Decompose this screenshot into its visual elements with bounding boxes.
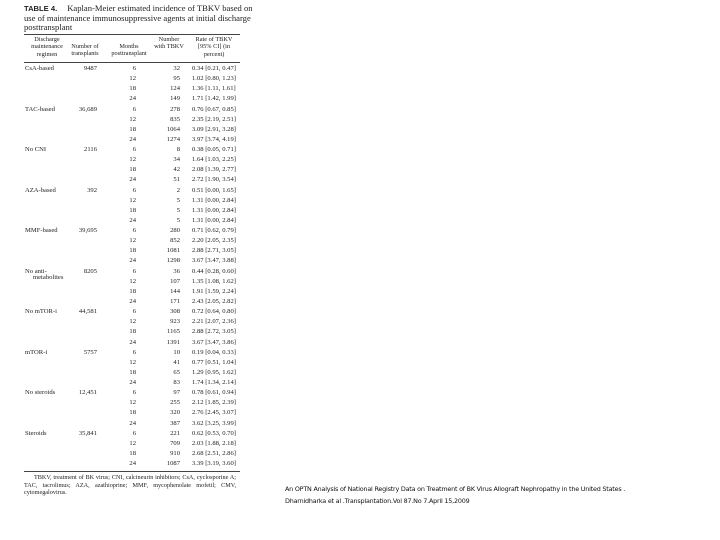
number-cell: 95	[173, 75, 180, 83]
table-row	[24, 84, 240, 94]
rate-cell: 3.09 [2.91, 3.28]	[192, 125, 236, 133]
header-months: Months posttransplant	[111, 43, 147, 58]
rate-cell: 1.35 [1.08, 1.62]	[192, 277, 236, 285]
table-row	[24, 419, 240, 429]
number-cell: 36	[173, 267, 180, 275]
header-regimen: Discharge maintenance regimen	[31, 36, 63, 58]
months-cell: 24	[129, 95, 136, 103]
number-cell: 8	[176, 146, 180, 154]
transplants-cell: 44,581	[78, 308, 97, 316]
regimen-cell: TAC-based	[25, 105, 55, 113]
months-cell: 18	[129, 328, 136, 336]
table-row	[24, 459, 240, 469]
months-cell: 12	[129, 318, 136, 326]
table-label: TABLE 4.	[24, 4, 58, 13]
table-row	[24, 226, 240, 236]
bottom-rule	[24, 471, 240, 472]
rate-cell: 2.68 [2.51, 2.86]	[192, 449, 236, 457]
months-cell: 6	[132, 429, 136, 437]
number-cell: 10	[173, 348, 180, 356]
table-row	[24, 64, 240, 74]
transplants-cell: 2116	[84, 146, 97, 154]
months-cell: 12	[129, 439, 136, 447]
number-cell: 1087	[166, 460, 180, 468]
rate-cell: 3.62 [3.25, 3.99]	[192, 419, 236, 427]
table-row	[24, 165, 240, 175]
table-row	[24, 115, 240, 125]
months-cell: 6	[132, 146, 136, 154]
months-cell: 6	[132, 389, 136, 397]
table-row	[24, 378, 240, 388]
table-row	[24, 327, 240, 337]
months-cell: 24	[129, 379, 136, 387]
months-cell: 6	[132, 308, 136, 316]
rate-cell: 1.31 [0.00, 2.84]	[192, 216, 236, 224]
months-cell: 24	[129, 135, 136, 143]
transplants-cell: 392	[87, 186, 97, 194]
header-transplants: Number of transplants	[71, 43, 99, 58]
months-cell: 6	[132, 186, 136, 194]
rate-cell: 3.67 [3.47, 3.88]	[192, 257, 236, 265]
number-cell: 835	[170, 115, 180, 123]
months-cell: 12	[129, 237, 136, 245]
table-row	[24, 256, 240, 266]
rate-cell: 1.74 [1.34, 2.14]	[192, 379, 236, 387]
transplants-cell: 35,841	[78, 429, 97, 437]
number-cell: 34	[173, 156, 180, 164]
regimen-cell: No anti-	[25, 267, 47, 275]
months-cell: 12	[129, 277, 136, 285]
transplants-cell: 8205	[83, 267, 97, 275]
regimen-cell: mTOR-i	[25, 348, 48, 356]
number-cell: 1274	[166, 135, 180, 143]
table-row	[24, 297, 240, 307]
rate-cell: 1.31 [0.00, 2.84]	[192, 196, 236, 204]
rate-cell: 0.62 [0.53, 0.70]	[192, 429, 236, 437]
rate-cell: 0.77 [0.51, 1.04]	[192, 358, 236, 366]
number-cell: 1391	[166, 338, 180, 346]
rate-cell: 2.21 [2.07, 2.36]	[192, 318, 236, 326]
table-row	[24, 135, 240, 145]
months-cell: 18	[129, 125, 136, 133]
citation-line-1: An OPTN Analysis of National Registry Data on Treatment of BK Virus Allograft Nephropathy in the United States .	[285, 485, 626, 493]
header-rate: Rate of TBKV [95% CI] (in percent)	[195, 36, 233, 58]
table-row	[24, 155, 240, 165]
rate-cell: 0.72 [0.64, 0.80]	[192, 308, 236, 316]
number-cell: 221	[170, 429, 180, 437]
months-cell: 24	[129, 257, 136, 265]
rate-cell: 2.88 [2.71, 3.05]	[192, 247, 236, 255]
number-cell: 910	[170, 449, 180, 457]
table-row	[24, 287, 240, 297]
number-cell: 97	[173, 389, 180, 397]
regimen-cell-cont: metabolites	[33, 273, 64, 281]
regimen-cell: MMF-based	[25, 227, 58, 235]
rate-cell: 0.76 [0.67, 0.85]	[192, 105, 236, 113]
months-cell: 18	[129, 85, 136, 93]
rate-cell: 1.31 [0.00, 2.84]	[192, 206, 236, 214]
transplants-cell: 5757	[83, 348, 97, 356]
number-cell: 149	[170, 95, 180, 103]
months-cell: 12	[129, 358, 136, 366]
number-cell: 5	[176, 196, 180, 204]
months-cell: 6	[132, 65, 136, 72]
rate-cell: 3.39 [3.19, 3.60]	[192, 460, 236, 468]
table-row	[24, 246, 240, 256]
citation-line-2: Dharnidharka et al .Transplantation.Vol 87.No 7.April 15,2009	[285, 497, 470, 505]
months-cell: 18	[129, 287, 136, 295]
rate-cell: 1.64 [1.03, 2.25]	[192, 156, 236, 164]
table-title	[24, 4, 264, 33]
months-cell: 6	[132, 267, 136, 275]
table-row	[24, 429, 240, 439]
transplants-cell: 36,689	[78, 105, 97, 113]
regimen-cell: No steroids	[25, 389, 56, 397]
months-cell: 12	[129, 196, 136, 204]
table-row	[24, 307, 240, 317]
months-cell: 18	[129, 449, 136, 457]
months-cell: 24	[129, 216, 136, 224]
number-cell: 41	[173, 358, 180, 366]
table-row	[24, 145, 240, 155]
months-cell: 12	[129, 399, 136, 407]
number-cell: 1298	[166, 257, 180, 265]
months-cell: 18	[129, 247, 136, 255]
rate-cell: 0.44 [0.28, 0.60]	[192, 267, 236, 275]
number-cell: 255	[170, 399, 180, 407]
months-cell: 24	[129, 419, 136, 427]
months-cell: 18	[129, 206, 136, 214]
transplants-cell: 39,695	[78, 227, 97, 235]
months-cell: 12	[129, 156, 136, 164]
number-cell: 1064	[166, 125, 180, 133]
number-cell: 923	[170, 318, 180, 326]
rate-cell: 2.35 [2.19, 2.51]	[192, 115, 236, 123]
table-row	[24, 175, 240, 185]
number-cell: 387	[170, 419, 180, 427]
rate-cell: 3.67 [3.47, 3.86]	[192, 338, 236, 346]
rate-cell: 1.91 [1.59, 2.24]	[192, 287, 236, 295]
rate-cell: 0.71 [0.62, 0.79]	[192, 227, 236, 235]
table-row	[24, 206, 240, 216]
rate-cell: 2.20 [2.05, 2.35]	[192, 237, 236, 245]
number-cell: 852	[170, 237, 180, 245]
header-number: Number with TBKV	[154, 36, 184, 51]
regimen-cell: No mTOR-i	[25, 308, 57, 316]
table-row	[24, 449, 240, 459]
rate-cell: 1.36 [1.11, 1.61]	[192, 85, 236, 93]
rate-cell: 2.08 [1.39, 2.77]	[192, 166, 236, 174]
rate-cell: 2.76 [2.45, 3.07]	[192, 409, 236, 417]
rate-cell: 0.78 [0.61, 0.94]	[192, 389, 236, 397]
table-row	[24, 398, 240, 408]
rate-cell: 0.51 [0.00, 1.65]	[192, 186, 236, 194]
rate-cell: 1.71 [1.42, 1.99]	[192, 95, 236, 103]
table-row	[24, 74, 240, 84]
table-row	[24, 408, 240, 418]
number-cell: 65	[173, 368, 180, 376]
table-row	[24, 358, 240, 368]
number-cell: 5	[176, 216, 180, 224]
regimen-cell: CsA-based	[25, 65, 54, 72]
number-cell: 320	[170, 409, 180, 417]
top-rule	[24, 34, 240, 35]
months-cell: 18	[129, 166, 136, 174]
table-row	[24, 439, 240, 449]
number-cell: 278	[170, 105, 180, 113]
number-cell: 280	[170, 227, 180, 235]
number-cell: 1081	[166, 247, 180, 255]
regimen-cell: Steroids	[25, 429, 47, 437]
table-row	[24, 216, 240, 226]
rate-cell: 1.29 [0.95, 1.62]	[192, 368, 236, 376]
rate-cell: 0.34 [0.21, 0.47]	[192, 65, 236, 72]
months-cell: 6	[132, 348, 136, 356]
number-cell: 2	[176, 186, 180, 194]
table-row	[24, 338, 240, 348]
rate-cell: 0.38 [0.05, 0.71]	[192, 146, 236, 154]
rate-cell: 3.97 [3.74, 4.19]	[192, 135, 236, 143]
months-cell: 12	[129, 115, 136, 123]
months-cell: 18	[129, 368, 136, 376]
months-cell: 24	[129, 297, 136, 305]
table-header	[24, 36, 240, 60]
table-row	[24, 196, 240, 206]
number-cell: 1165	[167, 328, 180, 336]
number-cell: 32	[173, 65, 180, 72]
rate-cell: 2.72 [1.90, 3.54]	[192, 176, 236, 184]
table-row	[24, 94, 240, 104]
table-footnote: TBKV, treatment of BK virus; CNI, calcineurin inhibitors; CsA, cyclosporine A; TAC, tacrolimus; AZA, azathioprine; MMF, mycophenolate mofetil; CMV, cytomegalovirus.	[24, 474, 236, 497]
rate-cell: 2.03 [1.88, 2.18]	[192, 439, 236, 447]
transplants-cell: 9487	[83, 65, 97, 72]
number-cell: 308	[170, 308, 180, 316]
header-rule	[24, 62, 240, 63]
number-cell: 42	[173, 166, 180, 174]
number-cell: 124	[170, 85, 180, 93]
number-cell: 171	[170, 297, 180, 305]
months-cell: 24	[129, 176, 136, 184]
table-row	[24, 317, 240, 327]
table-row	[24, 105, 240, 115]
number-cell: 709	[170, 439, 180, 447]
months-cell: 24	[129, 338, 136, 346]
months-cell: 24	[129, 460, 136, 468]
number-cell: 5	[176, 206, 180, 214]
rate-cell: 2.88 [2.72, 3.05]	[192, 328, 236, 336]
table-row	[24, 368, 240, 378]
regimen-cell: No CNI	[25, 146, 47, 154]
months-cell: 6	[132, 105, 136, 113]
table-row	[24, 186, 240, 196]
months-cell: 6	[132, 227, 136, 235]
number-cell: 107	[170, 277, 180, 285]
number-cell: 83	[173, 379, 180, 387]
number-cell: 51	[173, 176, 180, 184]
months-cell: 18	[129, 409, 136, 417]
rate-cell: 2.12 [1.85, 2.39]	[192, 399, 236, 407]
table-row	[24, 388, 240, 398]
table-row	[24, 348, 240, 358]
data-table	[24, 3, 253, 468]
table-caption: Kaplan-Meier estimated incidence of TBKV based on use of maintenance immunosuppressive agents at initial discharge posttransplant	[24, 3, 253, 33]
rate-cell: 2.43 [2.05, 2.82]	[192, 297, 236, 305]
number-cell: 144	[170, 287, 180, 295]
regimen-cell: AZA-based	[25, 186, 56, 194]
table-row	[24, 236, 240, 246]
citation	[285, 483, 625, 507]
transplants-cell: 12,451	[78, 389, 97, 397]
table-row	[24, 273, 240, 287]
rate-cell: 1.02 [0.80, 1.23]	[192, 75, 236, 83]
months-cell: 12	[129, 75, 136, 83]
rate-cell: 0.19 [0.04, 0.33]	[192, 348, 236, 356]
table-row	[24, 125, 240, 135]
